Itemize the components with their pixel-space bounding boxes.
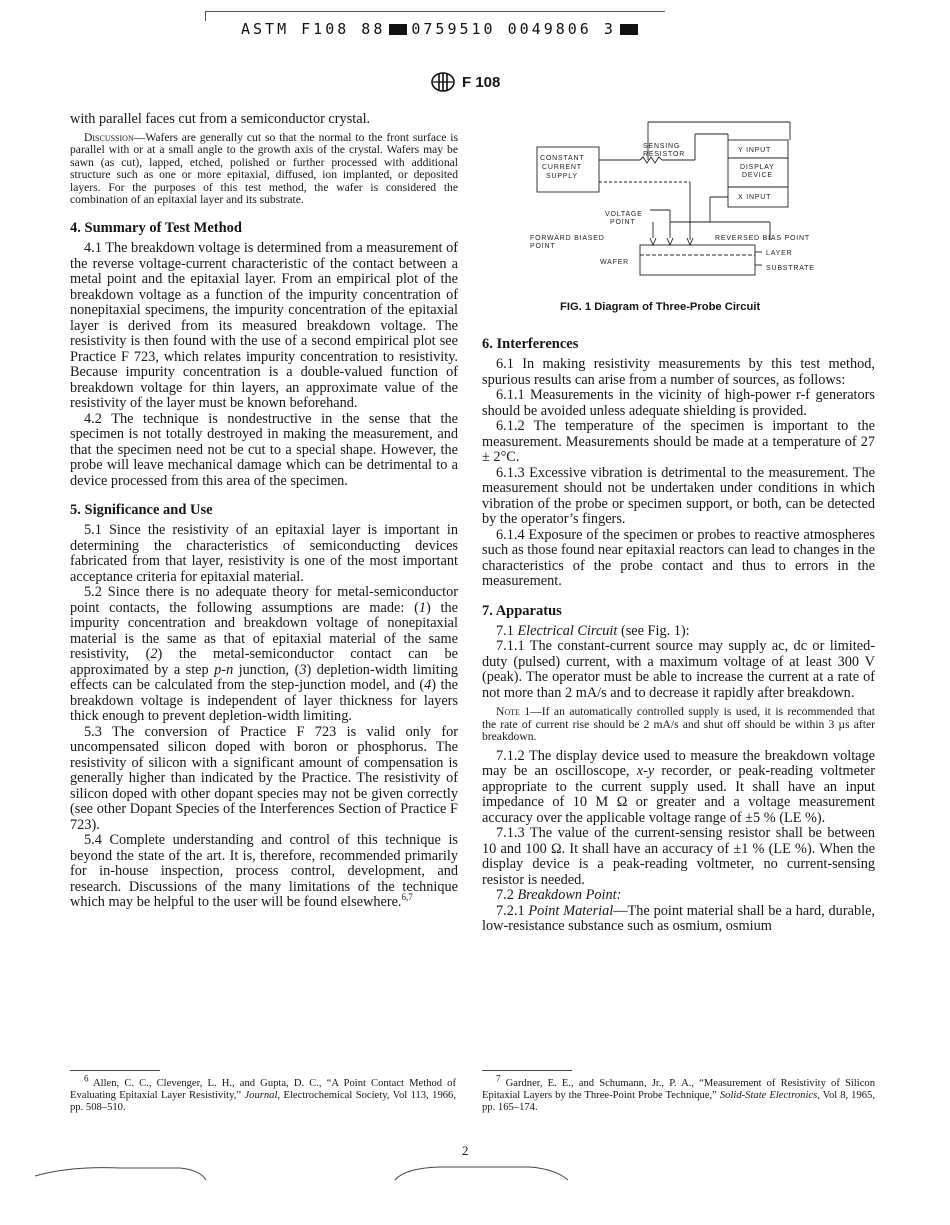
para-5-2-e: ) depletion-width limiting effects can be calculated from the step-junction model, and ( [70, 661, 459, 694]
para-5-2-n1: 1 [418, 599, 427, 616]
intro-fragment: with parallel faces cut from a semiconductor crystal. [70, 111, 371, 127]
label-constant: CONSTANT [540, 155, 585, 162]
label-display: DISPLAY [740, 164, 775, 171]
label-x-input: X INPUT [738, 194, 772, 201]
standard-logo-row [430, 70, 500, 94]
footnote-7-b: , Vol 8, 1965, pp. 165–174. [482, 1090, 875, 1113]
footnote-7 [482, 1073, 875, 1114]
header-tick [205, 11, 206, 21]
para-7-1-2-xy: x-y [636, 763, 655, 780]
note-1 [482, 706, 875, 744]
para-5-2-n3: 3 [299, 661, 307, 678]
header-code-part1: ASTM F108 88 [241, 20, 386, 38]
para-7-1-2 [482, 749, 875, 827]
para-7-2-num: 7.2 [496, 887, 518, 904]
para-6-1-3: 6.1.3 Excessive vibration is detrimental to the measurement. The measurement should not be undertaken under conditions in which vibration of the probe or specimen support, or both, can be detected by the operator’s fingers. [482, 464, 875, 527]
para-7-1-rest: (see Fig. 1): [617, 622, 690, 639]
footnote-6 [70, 1073, 456, 1114]
header-code-part2: 0759510 0049806 3 [411, 20, 616, 38]
label-device: DEVICE [742, 172, 773, 179]
figure-caption: FIG. 1 Diagram of Three-Probe Circuit [560, 301, 761, 313]
para-5-1: 5.1 Since the resistivity of an epitaxial layer is important in determining the characteristics of semiconducting devices fabricated from that layer, resistivity is one of the most important acceptance criteria for epitaxial material. [70, 522, 458, 585]
para-7-1-3: 7.1.3 The value of the current-sensing resistor shall be between 10 and 100 Ω. It shall have an accuracy of ±1 % (LE %). When the display device is a peak-reading voltmeter, no current-sensing resistor is needed. [482, 825, 875, 888]
para-5-2-c: ) the metal-semiconductor contact can be approximated by a step [70, 646, 458, 678]
para-5-4-text: 5.4 Complete understanding and control of this technique is beyond the state of the art. It is, therefore, recommended primarily for in-house inspection, process control, development, and research. Discussions of the many limitations of the technique which may be helpful to the user will be found elsewhere. [70, 832, 458, 911]
standard-number: F 108 [462, 73, 501, 91]
circuit-diagram-svg [530, 112, 840, 282]
para-7-1-title: Electrical Circuit [517, 622, 618, 639]
para-5-2-d: junction, ( [233, 661, 300, 678]
para-7-1-2-a: 7.1.2 The display device used to measure the breakdown voltage may be an oscilloscope, [482, 747, 875, 780]
label-sensing: SENSING [643, 143, 681, 150]
header-code [241, 20, 642, 38]
para-7-2-title: Breakdown Point: [517, 887, 622, 904]
para-6-1-2: 6.1.2 The temperature of the specimen is important to the measurement. Measurements should be made at a temperature of 27 ± 2°C. [482, 418, 875, 465]
footnote-7-a: Gardner, E. E., and Schumann, Jr., P. A., “Measurement of Resistivity of Silicon Epitaxial Layers by the Three-Point Probe Technique,” [482, 1078, 875, 1101]
footnote-6-b: , Electrochemical Society, Vol 113, 1966, pp. 508–510. [70, 1090, 456, 1113]
label-resistor: RESISTOR [643, 151, 686, 158]
para-5-2-pn: p-n [214, 661, 234, 678]
label-forward-biased: FORWARD BIASED [530, 235, 605, 242]
section-6-heading: 6. Interferences [482, 336, 579, 352]
note-1-text: —If an automatically controlled supply is used, it is recommended that the rate of current rise should be 2 mA/s and shut off should be within 3 µs after breakdown. [482, 705, 876, 744]
section-7-heading: 7. Apparatus [482, 602, 562, 619]
label-reversed-bias: REVERSED BIAS POINT [715, 235, 810, 242]
section-4-heading: 4. Summary of Test Method [70, 220, 242, 237]
discussion-text: —Wafers are generally cut so that the normal to the front surface is parallel with or at a small angle to the growth axis of the crystal. Wafers may be sawn (as cut), lapped, etched, polished or further processed with additional structure such as one or more epitaxial, diffused, ion implanted, or deposited layers. For the purposes of this test method, the wafer is considered the combination of an epitaxial layer and its substrate. [70, 130, 458, 207]
para-5-2-f: ) the breakdown voltage is independent of layer thickness for layers thick enough to prevent depletion-width limiting. [70, 677, 458, 725]
label-substrate: SUBSTRATE [766, 265, 815, 272]
para-5-2-b: ) the impurity concentration and breakdown voltage of nonepitaxial material is the same as that of epitaxial material of the same resistivity, ( [70, 599, 458, 663]
para-5-2-n4: 4 [424, 677, 432, 694]
note-1-label: Note 1 [496, 705, 531, 718]
para-5-2-a: 5.2 Since there is no adequate theory for metal-semiconductor point contacts, the following assumptions are made: ( [70, 584, 458, 616]
footnote-6-num: 6 [84, 1073, 89, 1084]
label-layer: LAYER [766, 250, 793, 257]
header-block-mark-2 [620, 24, 638, 35]
para-6-1-1: 6.1.1 Measurements in the vicinity of high-power r-f generators should be avoided unless adequate shielding is provided. [482, 387, 875, 419]
footnote-ref-6-7: 6,7 [401, 892, 413, 903]
footnote-6-a: Allen, C. C., Clevenger, L. H., and Gupta, D. C., “A Point Contact Method of Evaluating Epitaxial Layer Resistivity,” [70, 1078, 456, 1101]
para-7-2-1-title: Point Material [528, 902, 614, 919]
label-wafer: WAFER [600, 259, 630, 266]
circuit-labels [530, 143, 815, 272]
footnote-rule-left [70, 1070, 160, 1071]
label-y-input: Y INPUT [738, 147, 772, 154]
para-7-1 [482, 624, 875, 640]
header-code-strip [205, 6, 665, 46]
astm-logo-icon [430, 72, 456, 92]
footnote-rule-right [482, 1070, 572, 1071]
para-7-1-2-b: recorder, or peak-reading voltmeter appropriate to the current supply used. It shall have an input impedance of 10 M Ω or greater and a voltage measurement accuracy over the applicable voltage range of ±5 % (LE %). [482, 763, 875, 826]
para-7-1-num: 7.1 [496, 622, 518, 639]
page-number: 2 [462, 1143, 469, 1158]
footnote-7-num: 7 [496, 1073, 501, 1084]
header-block-mark [389, 24, 407, 35]
left-column [70, 112, 458, 911]
para-6-1: 6.1 In making resistivity measurements by this test method, spurious results can arise from a number of sources, as follows: [482, 356, 875, 388]
para-7-2-1-rest: —The point material shall be a hard, durable, low-resistance substance such as osmium, osmium [482, 902, 875, 935]
para-4-1: 4.1 The breakdown voltage is determined from a measurement of the reverse voltage-current characteristic of the contact between a metal point and the epitaxial layer. From an empirical plot of the breakdown voltage as a function of the impurity concentration of nonepitaxial specimens, the impurity concentration of the epitaxial layer is derived from its measured breakdown voltage. The resistivity is then found with the use of a second empirical plot see Practice F 723, which relates impurity concentration to resistivity. Because impurity concentration is a double-valued function of breakdown voltage for thin layers, an approximate value of the resistivity of the layer must be known beforehand. [70, 240, 458, 412]
three-probe-circuit-diagram [530, 112, 840, 282]
footnote-6-journal: Journal [244, 1090, 278, 1101]
para-7-1-1: 7.1.1 The constant-current source may supply ac, dc or limited-duty (pulsed) current, with a maximum voltage of at least 300 V (peak). The operator must be able to increase the current at a rate of not more than 2 mA/s and to decrease it rapidly after breakdown. [482, 638, 875, 701]
label-point: POINT [610, 219, 636, 226]
header-rule [205, 11, 665, 12]
discussion-label: Discussion [84, 130, 134, 144]
right-column [482, 336, 875, 935]
section-5-heading: 5. Significance and Use [70, 502, 213, 519]
discussion-paragraph [70, 132, 458, 208]
para-4-2: 4.2 The technique is nondestructive in the sense that the specimen is not totally destroyed in making the measurement, and that the specimen need not be cut to a special shape. However, the probe will leave mechanical damage which can be detrimental to a device processed from this area of the specimen. [70, 410, 458, 489]
label-voltage: VOLTAGE [605, 211, 643, 218]
para-6-1-4: 6.1.4 Exposure of the specimen or probes to reactive atmospheres such as those found near epitaxial reactors can lead to changes in the characteristics of the probe contact and thus to errors in the measurement. [482, 526, 876, 589]
footnote-7-journal: Solid-State Electronics [719, 1090, 818, 1101]
label-supply: SUPPLY [546, 173, 578, 180]
scan-artifact-curves [0, 1160, 950, 1220]
para-5-2-n2: 2 [150, 646, 158, 663]
para-7-2 [482, 888, 875, 904]
para-7-2-1-num: 7.2.1 [496, 902, 529, 919]
label-forward-point: POINT [530, 243, 556, 250]
para-5-4 [70, 833, 458, 911]
para-5-3: 5.3 The conversion of Practice F 723 is valid only for uncompensated silicon doped with boron or phosphorus. The resistivity of silicon with a significant amount of compensation is generally higher than indicated by the Practice. The resistivity of silicon doped with other dopant species may not be given correctly (see other Dopant Species of the Interferences Section of Practice F 723). [70, 723, 458, 833]
para-7-2-1 [482, 904, 875, 935]
label-current: CURRENT [542, 164, 582, 171]
para-5-2 [70, 585, 458, 725]
